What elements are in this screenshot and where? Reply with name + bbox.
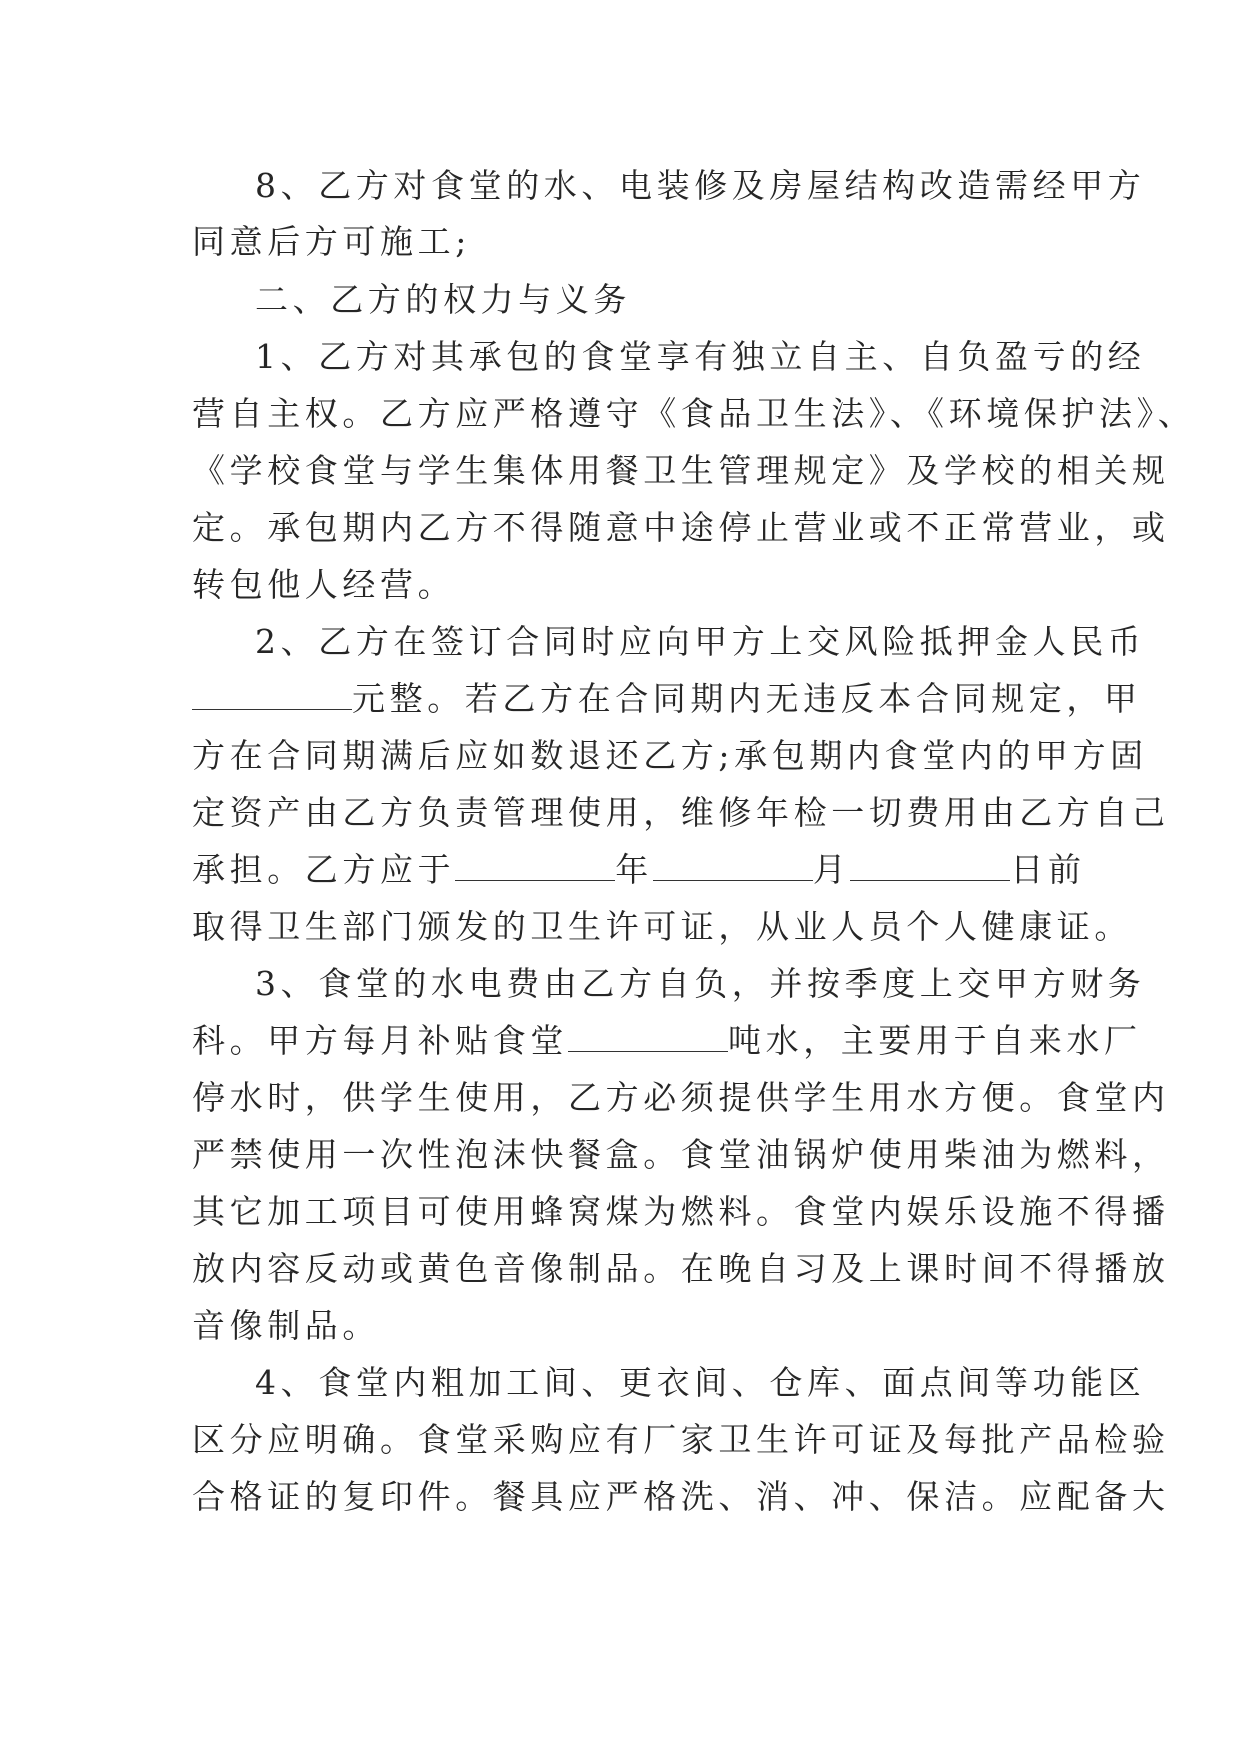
paragraph-3-line-4: 严禁使用一次性泡沫快餐盒。食堂油锅炉使用柴油为燃料， xyxy=(192,1135,1170,1174)
paragraph-2-line-5 xyxy=(192,850,1086,890)
month-blank xyxy=(653,852,813,881)
paragraph-1-line-3: 《学校食堂与学生集体用餐卫生管理规定》及学校的相关规 xyxy=(192,451,1170,490)
paragraph-3-line-3: 停水时，供学生使用，乙方必须提供学生用水方便。食堂内 xyxy=(192,1078,1170,1117)
paragraph-4-line-3: 合格证的复印件。餐具应严格洗、消、冲、保洁。应配备大 xyxy=(192,1477,1170,1516)
water-tons-blank xyxy=(568,1023,728,1052)
paragraph-2-line-1: 2、乙方在签订合同时应向甲方上交风险抵押金人民币 xyxy=(255,622,1146,661)
year-label: 年 xyxy=(615,850,653,889)
paragraph-2-line-6: 取得卫生部门颁发的卫生许可证，从业人员个人健康证。 xyxy=(192,907,1132,946)
paragraph-2-line-2-text: 元整。若乙方在合同期内无违反本合同规定，甲 xyxy=(352,679,1142,718)
paragraph-1-line-2: 营自主权。乙方应严格遵守《食品卫生法》、《环境保护法》、 xyxy=(192,394,1196,433)
section-heading: 二、乙方的权力与义务 xyxy=(255,280,631,319)
paragraph-4-line-1: 4、食堂内粗加工间、更衣间、仓库、面点间等功能区 xyxy=(255,1363,1146,1402)
month-label: 月 xyxy=(812,850,851,889)
paragraph-3-line-6: 放内容反动或黄色音像制品。在晚自习及上课时间不得播放 xyxy=(192,1249,1170,1288)
paragraph-8-line-2: 同意后方可施工; xyxy=(192,222,471,261)
water-subsidy-suffix: 吨水，主要用于自来水厂 xyxy=(728,1021,1142,1060)
paragraph-2-line-3: 方在合同期满后应如数退还乙方;承包期内食堂内的甲方固 xyxy=(192,736,1148,775)
deposit-amount-blank xyxy=(192,681,352,710)
date-prefix-text: 承担。乙方应于 xyxy=(192,850,456,889)
day-label: 日前 xyxy=(1010,850,1086,889)
paragraph-1-line-5: 转包他人经营。 xyxy=(192,565,456,604)
paragraph-4-line-2: 区分应明确。食堂采购应有厂家卫生许可证及每批产品检验 xyxy=(192,1420,1170,1459)
year-blank xyxy=(455,852,615,881)
day-blank xyxy=(850,852,1010,881)
paragraph-3-line-5: 其它加工项目可使用蜂窝煤为燃料。食堂内娱乐设施不得播 xyxy=(192,1192,1170,1231)
paragraph-3-line-2 xyxy=(192,1021,1142,1061)
paragraph-8-line-1: 8、乙方对食堂的水、电装修及房屋结构改造需经甲方 xyxy=(255,166,1146,205)
water-subsidy-prefix: 科。甲方每月补贴食堂 xyxy=(192,1021,568,1060)
paragraph-3-line-1: 3、食堂的水电费由乙方自负，并按季度上交甲方财务 xyxy=(255,964,1146,1003)
paragraph-1-line-4: 定。承包期内乙方不得随意中途停止营业或不正常营业，或 xyxy=(192,508,1170,547)
paragraph-3-line-7: 音像制品。 xyxy=(192,1306,380,1345)
paragraph-2-line-4: 定资产由乙方负责管理使用，维修年检一切费用由乙方自己 xyxy=(192,793,1170,832)
paragraph-1-line-1: 1、乙方对其承包的食堂享有独立自主、自负盈亏的经 xyxy=(255,337,1146,376)
paragraph-2-line-2 xyxy=(192,679,1142,719)
